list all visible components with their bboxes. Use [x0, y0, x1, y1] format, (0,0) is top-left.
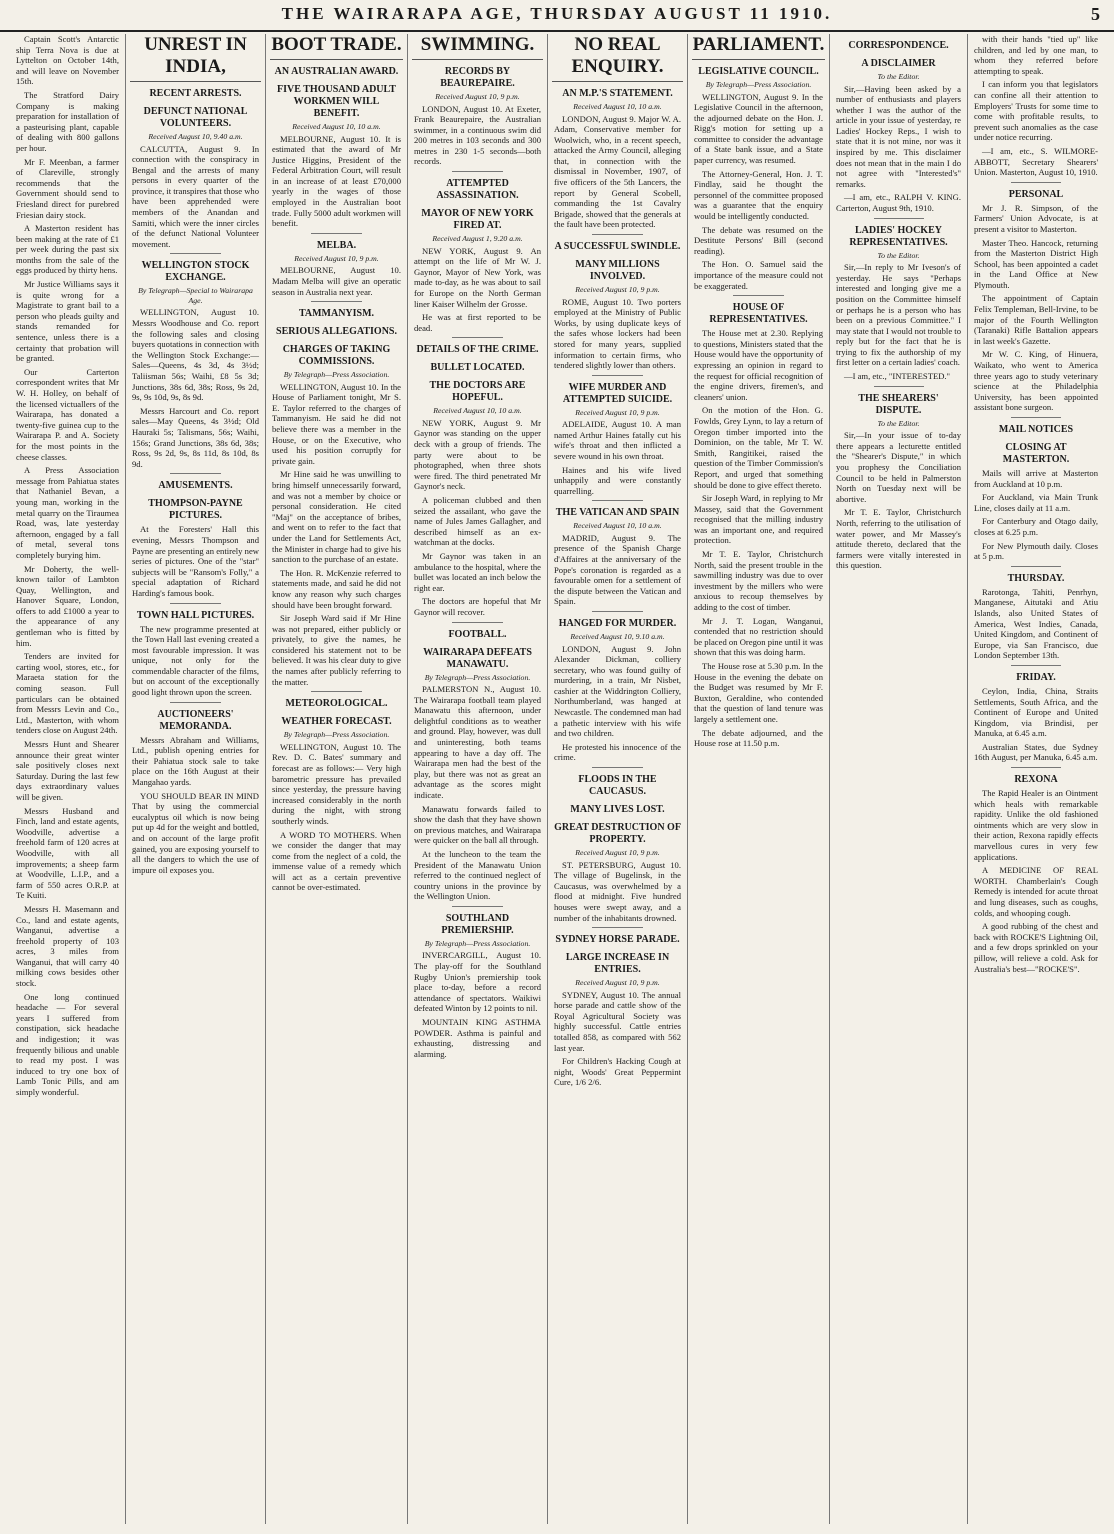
article — [272, 301, 401, 687]
article-paragraph: A good rubbing of the chest and back with ROCKE'S Lightning Oil, and a few drops sprinkled on your pillow, will relieve a cold. Ask for Australia's best—"ROCKE'S". — [974, 921, 1098, 974]
article — [414, 906, 541, 1059]
article-paragraph: LONDON, August 9. John Alexander Dickman, colliery secretary, who was found guilty of murdering, in a train, Mr Nisbet, cashier at the Widdrington Colliery, Northumberland, was hanged at Newcastle. The condemned man had a pathetic interview with his wife and two children. — [554, 643, 681, 739]
column-4 — [408, 34, 548, 1524]
article-subheading: BULLET LOCATED. — [430, 362, 525, 374]
article — [554, 611, 681, 763]
article-paragraph: Mr Doherty, the well-known tailor of Lambton Quay, Wellington, and Hanover Square, London, offers to add £1000 a year to the appearance of any gentleman who is fitted by him. — [16, 563, 119, 648]
article — [132, 473, 259, 598]
article — [554, 767, 681, 923]
article-subheading: TAMMANYISM. — [298, 308, 375, 320]
article-divider — [874, 218, 924, 219]
article-subheading: THE DOCTORS ARE HOPEFUL. — [429, 380, 526, 404]
article-subheading: PERSONAL — [1008, 188, 1064, 200]
newspaper-columns — [10, 34, 1104, 1524]
article-subheading: DETAILS OF THE CRIME. — [416, 344, 539, 356]
article-paragraph: A MEDICINE OF REAL WORTH. Chamberlain's Cough Remedy is intended for acute throat and lung diseases, such as coughs, colds, and whooping cough. — [974, 865, 1098, 918]
article-paragraph: A policeman clubbed and then seized the assailant, who gave the name of Jules James Gallagher, and described himself as an ex-watchman at the docks. — [414, 494, 541, 548]
article-paragraph: Mr T. E. Taylor, Christchurch North, said the present trouble in the sawmilling industry was due to over investment by the millers who were anxious to recoup themselves by adding to the cost of timber. — [694, 549, 823, 613]
article — [554, 88, 681, 230]
article-dateline: By Telegraph—Press Association. — [424, 938, 531, 948]
article-divider — [452, 337, 503, 338]
article-paragraph: A Masterton resident has been making at the rate of £1 per week during the past six months from the sale of the eggs produced by thirty hens. — [16, 223, 119, 276]
article-dateline: To the Editor. — [877, 72, 920, 81]
article-paragraph: The Hon. O. Samuel said the importance of the measure could not be exaggerated. — [694, 259, 823, 291]
article-dateline: Received August 10, 9 p.m. — [575, 978, 660, 988]
article — [554, 500, 681, 607]
article-paragraph: WELLINGTON, August 10. In the House of Parliament tonight, Mr S. E. Taylor referred to the charges of Tammanyism. He said he did not believe there was a member in the House, or on the Executive, who used his position corruptly for private gain. — [272, 381, 401, 466]
article-dateline: Received August 10, 9 p.m. — [575, 848, 660, 858]
article-divider — [1011, 566, 1061, 567]
article-paragraph: I can inform you that legislators can confine all their attention to Employers' Trusts for some time to come with profitable results, to prevent such anomalies as the case under notice recurring. — [974, 79, 1098, 143]
article-paragraph: The debate adjourned, and the House rose at 11.50 p.m. — [694, 727, 823, 749]
article-subheading: SERIOUS ALLEGATIONS. — [276, 326, 397, 338]
article — [554, 234, 681, 371]
article-subheading: SOUTHLAND PREMIERSHIP. — [441, 912, 514, 936]
article-paragraph: For New Plymouth daily. Closes at 5 p.m. — [974, 540, 1098, 562]
article — [974, 665, 1098, 763]
article-dateline: To the Editor. — [877, 418, 920, 428]
article-dateline: Received August 10, 10 a.m. — [292, 122, 381, 131]
article-paragraph: ROME, August 10. Two porters employed at the Ministry of Public Works, by using duplicate keys of the safes whose lockers had been stored for many years, supplied information to certain firms, who tendered slightly lower than others. — [554, 296, 681, 371]
article-paragraph: MELBOURNE, August 10. It is estimated that the award of Mr Justice Higgins, President of the Federal Arbitration Court, will result in an increase of at least £70,000 yearly in the wages of those employed in the Australian boot trade. Fully 5000 adult workmen will benefit. — [272, 133, 401, 229]
article-dateline: By Telegraph—Press Association. — [705, 80, 812, 89]
article-paragraph: WELLINGTON, August 9. In the Legislative Council in the afternoon, the adjourned debate on the Hon. J. Rigg's motion for setting up a committee to consider the advantage of a State bank issue, and a State paper currency, was resumed. — [694, 91, 823, 166]
article-paragraph: For Auckland, via Main Trunk Line, closes daily at 11 a.m. — [974, 492, 1098, 513]
article-subheading: GREAT DESTRUCTION OF PROPERTY. — [554, 822, 681, 846]
article-paragraph: SYDNEY, August 10. The annual horse parade and cattle show of the Royal Agricultural Society was highly successful. Cattle entries totalled 858, as compared with 562 last year. — [554, 989, 681, 1053]
article-subheading: MAYOR OF NEW YORK FIRED AT. — [421, 208, 534, 232]
article-paragraph: One long continued headache — For several years I suffered from constipation, sick headache and indigestion; it was frequently bilious and unable to read my post. I was induced to try one box of Lamb Tonic Pills, and am simply wonderful. — [16, 991, 119, 1097]
article-paragraph: Sir Joseph Ward, in replying to Mr Massey, said that the Government recognised that the milling industry was an important one, and required protection. — [694, 493, 823, 546]
article-paragraph: MADRID, August 9. The presence of the Spanish Charge d'Affaires at the anniversary of the Pope's coronation is regarded as a favourable omen for a settlement of the dispute between the Vatican and Spain. — [554, 532, 681, 607]
article — [414, 171, 541, 333]
article-subheading: METEOROLOGICAL. — [285, 698, 388, 710]
article — [414, 337, 541, 617]
article-subheading: TOWN HALL PICTURES. — [136, 609, 255, 621]
page-number: 5 — [1091, 4, 1100, 24]
article-divider — [592, 500, 643, 501]
article-paragraph: Rarotonga, Tahiti, Penrhyn, Manganese, Aitutaki and Atiu Islands, also United States of America, West Indies, Canada, United Kingdom, and Continent of Europe, via San Francisco, due London September 13th. — [974, 586, 1098, 661]
article-paragraph: NEW YORK, August 9. An attempt on the life of Mr W. J. Gaynor, Mayor of New York, was made to-day, as he was about to sail for Europe on the North German liner Kaiser Wilhelm der Grosse. — [414, 245, 541, 309]
article — [414, 622, 541, 902]
article-paragraph: Sir,—In reply to Mr Iveson's of yesterday. He says "Perhaps interested and longing give me a position on the Committee himself or perhaps he is a person who has been on a previous Committee." I may state that I would not trouble to reply but for the fact that he is trying to fix the authorship of my first letter on a certain ladies' coach. — [836, 262, 961, 368]
article-subheading: MANY MILLIONS INVOLVED. — [575, 259, 660, 283]
article-dateline: Received August 10, 9 p.m. — [575, 407, 660, 417]
article-paragraph: NEW YORK, August 9. Mr Gaynor was standing on the upper deck with a group of friends. The party were about to be photographed, when three shots were fired. The third penetrated Mr Gaynor's neck. — [414, 417, 541, 492]
article-paragraph: Manawatu forwards failed to show the dash that they have shown on previous matches, and Wairarapa were quicker on the ball all through. — [414, 803, 541, 846]
column-5 — [548, 34, 688, 1524]
article-paragraph: Australian States, due Sydney 16th August, per Manuka, 6.45 a.m. — [974, 741, 1098, 763]
article-paragraph: The House rose at 5.30 p.m. In the House in the evening the debate on the Budget was resumed by Mr F. Buxton, Geraldine, who contended that the question of land tenure was largely a settlement one. — [694, 661, 823, 724]
column-headline: BOOT TRADE. — [270, 34, 403, 60]
article-divider — [452, 622, 503, 623]
column-2 — [126, 34, 266, 1524]
article-subheading: MAIL NOTICES — [998, 424, 1074, 435]
article-paragraph: Messrs Husband and Finch, land and estate agents, Woodville, advertise a freehold farm of 120 acres at Woodville, with all improvements; a sheep farm at Woodville, L.I.P., and a farm of 550 acres O.R.P. at Te Kuiti. — [16, 805, 119, 901]
article-paragraph: Mr W. C. King, of Hinuera, Waikato, who went to America three years ago to study veterinary science at the Philadelphia University, has been appointed assistant bone surgeon. — [974, 349, 1098, 413]
article — [836, 218, 961, 382]
article — [132, 702, 259, 876]
article-subheading: MANY LIVES LOST. — [570, 804, 665, 816]
article-dateline: By Telegraph—Press Association. — [424, 672, 531, 682]
article-subheading: A DISCLAIMER — [861, 58, 936, 69]
article-paragraph: Our Carterton correspondent writes that Mr W. H. Holley, on behalf of the licensed victuallers of the Wairarapa, has donated a twenty-five guinea cup to the Wairarapa P. and A. Society for the most points in the cheese classes. — [16, 366, 119, 462]
article — [554, 375, 681, 497]
article-subheading: RECORDS BY BEAUREPAIRE. — [440, 66, 515, 89]
article-paragraph: LONDON, August 10. At Exeter, Frank Beaurepaire, the Australian swimmer, in a continuous swim did 200 metres in 103 seconds and 300 metres in 230 1-5 seconds—both records. — [414, 103, 541, 167]
article-subheading: WIFE MURDER AND ATTEMPTED SUICIDE. — [562, 381, 673, 405]
article-divider — [1011, 665, 1061, 666]
article-subheading: THE VATICAN AND SPAIN — [555, 507, 680, 519]
article-paragraph: The appointment of Captain Felix Templeman, Bell-Irvine, to be major of the Fourth Wellington (Taranaki) Rifle Battalion appears in last week's Gazette. — [974, 293, 1098, 346]
article — [414, 66, 541, 167]
article — [16, 34, 119, 1098]
article-subheading: LADIES' HOCKEY REPRESENTATIVES. — [849, 224, 948, 248]
article-paragraph: The Attorney-General, Hon. J. T. Findlay, said he thought the personnel of the committee proposed was a guarantee that the enquiry would be intelligently conducted. — [694, 168, 823, 222]
column-7 — [830, 34, 968, 1524]
article — [272, 66, 401, 229]
article-paragraph: Mr J. R. Simpson, of the Farmers' Union Advocate, is at present a visitor to Masterton. — [974, 202, 1098, 234]
article-dateline: By Telegraph—Press Association. — [283, 730, 390, 740]
article-paragraph: with their hands "tied up" like children, and led by one man, to whom they referred before attempting to speak. — [974, 34, 1098, 76]
article-paragraph: MELBOURNE, August 10. Madam Melba will give an operatic season in Australia next year. — [272, 265, 401, 297]
article-paragraph: ADELAIDE, August 10. A man named Arthur Haines fatally cut his wife's throat and then inflicted a severe wound in his own throat. — [554, 419, 681, 461]
article-paragraph: The Hon. R. McKenzie referred to statements made, and said he did not know any reason why such charges should have been brought forward. — [272, 567, 401, 610]
article-paragraph: Mr T. E. Taylor, Christchurch North, referring to the utilisation of water power, and Mr Massey's attitude thereto, declared that the farmers were vitally interested in this question. — [836, 507, 961, 571]
article-paragraph: Mr Hine said he was unwilling to bring himself unnecessarily forward, and was not a member by choice or personal consideration. He cited "Maj" on the acceptance of bribes, and went on to refer to the fact that under the Land for Settlements Act, the Minister in charge had to give his sanction to the purchase of an estate. — [272, 469, 401, 565]
article-paragraph: On the motion of the Hon. G. Fowlds, Grey Lynn, to lay a return of Oregon timber imported into the Dominion, on the table, Mr T. W. Smith, Rangitikei, raised the question of the Timber Commission's Report, and urged that something should be done to give effect thereto. — [694, 405, 823, 490]
article-divider — [311, 301, 363, 302]
article-paragraph: The House met at 2.30. Replying to questions, Ministers stated that the House would have the opportunity of expressing an opinion in regard to the request for official recognition of the engine drivers, firemen's, and cleaners' union. — [694, 328, 823, 402]
article-paragraph: Mr F. Meenban, a farmer of Clareville, strongly recommends that the Government should send to Friesland direct for purebred Friesian dairy stock. — [16, 156, 119, 220]
article-paragraph: Sir,—Having been asked by a number of enthusiasts and players whether I was the author of the article in your issue of yesterday, re Ladies' Hockey Reps., I wish to state that it is not mine, nor was it inspired by me. This disclaimer does not mean that in the main I do not agree with "Interested's" remarks. — [836, 83, 961, 189]
article-subheading: HANGED FOR MURDER. — [558, 618, 677, 629]
article-paragraph: Tenders are invited for carting wool, stores, etc., for Maraeta station for the coming season. Full particulars can be obtained from Messrs Levin and Co., Ltd., Masterton, with whom tenders close on August 24th. — [16, 651, 119, 736]
article-subheading: FRIDAY. — [1016, 671, 1056, 683]
article — [836, 40, 961, 214]
article-subheading: THE SHEARERS' DISPUTE. — [858, 392, 939, 416]
article — [974, 182, 1098, 413]
article-subheading: LARGE INCREASE IN ENTRIES. — [565, 952, 670, 976]
article-paragraph: For Canterbury and Otago daily, closes at 6.25 p.m. — [974, 516, 1098, 537]
article-subheading: AMUSEMENTS. — [158, 480, 233, 492]
article-paragraph: At the Foresters' Hall this evening, Messrs Thompson and Payne are presenting an entirely new series of pictures. One of the "star" subjects will be "Ransom's Folly," a special adaptation of Richard Harding's famous book. — [132, 524, 259, 598]
article-paragraph: At the luncheon to the team the President of the Manawatu Union referred to the continued neglect of country unions in the province by the Wellington Union. — [414, 848, 541, 902]
article-paragraph: —I am, etc., RALPH V. KING. Carterton, August 9th, 1910. — [836, 192, 961, 214]
article-paragraph: Mr J. T. Logan, Wanganui, contended that no restriction should be placed on Oregon pine until it was shown that this was doing harm. — [694, 615, 823, 658]
article-divider — [1011, 417, 1061, 418]
article-subheading: ATTEMPTED ASSASSINATION. — [436, 178, 519, 202]
article-subheading: THOMPSON-PAYNE PICTURES. — [148, 498, 243, 522]
article-subheading: FLOODS IN THE CAUCASUS. — [578, 774, 657, 798]
article-subheading: CHARGES OF TAKING COMMISSIONS. — [282, 344, 391, 368]
article-subheading: AN AUSTRALIAN AWARD. — [274, 66, 399, 77]
article — [836, 386, 961, 571]
article-subheading: AUCTIONEERS' MEMORANDA. — [157, 708, 234, 732]
article-divider — [170, 473, 221, 474]
article-divider — [170, 253, 221, 254]
article — [132, 603, 259, 698]
article-paragraph: Messrs Hunt and Shearer announce their great winter sale positively closes next Saturday. During the last few days extraordinary values will be given. — [16, 739, 119, 802]
article-paragraph: The Stratford Dairy Company is making preparation for installation of a pasteurising plant, capable of dealing with 800 gallons per hour. — [16, 89, 119, 153]
article-paragraph: Messrs Abraham and Williams, Ltd., publish opening entries for their Pahiatua stock sale to take place on the 16th August at their Mangahao yards. — [132, 734, 259, 788]
article-subheading: AN M.P.'S STATEMENT. — [562, 88, 673, 99]
article-dateline: By Telegraph—Press Association. — [283, 370, 390, 380]
article-dateline: Received August 10, 9.40 a.m. — [148, 132, 243, 141]
article-divider — [452, 906, 503, 907]
article-subheading: WAIRARAPA DEFEATS MANAWATU. — [423, 646, 532, 670]
article-divider — [592, 767, 643, 768]
article-paragraph: —I am, etc., S. WILMORE-ABBOTT, Secretary Shearers' Union. Masterton, August 10, 1910. — [974, 145, 1098, 178]
article-subheading: WEATHER FORECAST. — [281, 716, 392, 728]
column-headline: NO REAL ENQUIRY. — [552, 34, 683, 82]
article-divider — [592, 927, 643, 928]
masthead — [0, 0, 1114, 32]
article-subheading: FOOTBALL. — [448, 628, 507, 640]
article-divider — [452, 171, 503, 172]
article-divider — [311, 233, 363, 234]
article-divider — [592, 375, 643, 376]
article-paragraph: LONDON, August 9. Major W. A. Adam, Conservative member for Woolwich, who, in a recent speech, attacked the Army Council, alleging that, in connection with the dismissal in November, 1907, of five officers of the 5th Lancers, the report by General Scobell, commanding the 1st Cavalry Brigade, showed that the generals at the fault have been protected. — [554, 113, 681, 230]
article-divider — [1011, 182, 1061, 183]
article-paragraph: A WORD TO MOTHERS. When we consider the danger that may come from the neglect of a cold, the immense value of a remedy which will act as a certain preventive cannot be over-estimated. — [272, 829, 401, 893]
article — [272, 233, 401, 297]
article-dateline: Received August 10, 9 p.m. — [575, 285, 660, 295]
article — [974, 417, 1098, 562]
article-divider — [311, 691, 363, 692]
article-paragraph: For Children's Hacking Cough at night, Woods' Great Peppermint Cure, 1/6 2/6. — [554, 1056, 681, 1088]
article-subheading: RECENT ARRESTS. — [149, 88, 242, 99]
article-subheading: HOUSE OF REPRESENTATIVES. — [709, 302, 808, 326]
article-dateline: Received August 10, 10 a.m. — [573, 102, 662, 111]
article-paragraph: Mails will arrive at Masterton from Auckland at 10 p.m. — [974, 468, 1098, 489]
article-divider — [592, 234, 643, 235]
article-paragraph: He protested his innocence of the crime. — [554, 741, 681, 763]
article-paragraph: He was at first reported to be dead. — [414, 312, 541, 333]
column-headline: UNREST IN INDIA, — [130, 34, 261, 82]
column-8 — [968, 34, 1104, 1524]
article-paragraph: The new programme presented at the Town Hall last evening created a most favourable impression. It was unique, not only for the commendable character of the films, but on account of the exceptionally good light thrown upon the screen. — [132, 623, 259, 698]
article-divider — [592, 611, 643, 612]
article-paragraph: —I am, etc., "INTERESTED." — [844, 371, 951, 382]
article-dateline: Received August 10, 9.10 a.m. — [570, 632, 665, 641]
article-divider — [874, 386, 924, 387]
article-subheading: SYDNEY HORSE PARADE. — [555, 934, 680, 946]
article-dateline: Received August 10, 10 a.m. — [573, 521, 662, 531]
column-1 — [10, 34, 126, 1524]
column-3 — [266, 34, 408, 1524]
article-paragraph: WELLINGTON, August 10. The Rev. D. C. Bates' summary and forecast are as follows:— Very high barometric pressure has prevailed since yesterday, the pressure having increased considerably in the north during the night, with strong southerly winds. — [272, 741, 401, 826]
article-paragraph: Captain Scott's Antarctic ship Terra Nova is due at Lyttelton on October 14th, and will leave on November 15th. — [16, 34, 119, 87]
article-paragraph: Sir,—In your issue of to-day there appears a lecturette entitled the "Shearer's Dispute," in which you prophesy the Conciliation Council to be held in Palmerston North on Tuesday next will be abortive. — [836, 430, 961, 504]
article — [974, 767, 1098, 974]
article — [132, 88, 259, 249]
article — [974, 34, 1098, 178]
article-paragraph: PALMERSTON N., August 10. The Wairarapa football team played Manawatu this afternoon, under delightful conditions as to weather and ground. Play, however, was dull and uninteresting, both teams appearing to have a day off. The Wairarapa men had the best of the play, but there was not as great an advantage as the scores might indicate. — [414, 684, 541, 800]
article-dateline: Received August 10, 9 p.m. — [435, 92, 520, 101]
article-dateline: Received August 10, 10 a.m. — [433, 406, 522, 416]
column-6 — [688, 34, 830, 1524]
article — [694, 295, 823, 749]
article — [132, 253, 259, 469]
article-paragraph: Messrs H. Masemann and Co., land and estate agents, Wanganui, advertise a freehold property of 103 acres, 3 miles from Wanganui, that will carry 40 milking cows besides other stock. — [16, 903, 119, 989]
article-paragraph: Mr Justice Williams says it is quite wrong for a Magistrate to grant bail to a person who pleads guilty and stands remanded for sentence, unless there is a certainty that probation will be granted. — [16, 279, 119, 364]
article-subheading: THURSDAY. — [1007, 572, 1065, 584]
article-subheading: CLOSING AT MASTERTON. — [1002, 442, 1070, 465]
article-paragraph: A Press Association message from Pahiatua states that Nathaniel Bevan, a young man, working in the metal quarry on the Tiraumea Road, was, late yesterday afternoon, engaged by a fall of metal, several tons completely burying him. — [16, 465, 119, 560]
article-subheading: MELBA. — [316, 239, 357, 251]
column-headline: PARLIAMENT. — [692, 34, 825, 60]
article-subheading: REXONA — [1014, 774, 1058, 786]
article-subheading: CORRESPONDENCE. — [848, 40, 949, 51]
article — [554, 927, 681, 1088]
article-paragraph: The debate was resumed on the Destitute Persons' Bill (second reading). — [694, 224, 823, 256]
column-headline: SWIMMING. — [412, 34, 543, 60]
article — [694, 66, 823, 291]
article-paragraph: Messrs Harcourt and Co. report sales—May Queens, 4s 3½d; Old Hauraki 5s; Talismans, 56s; Waihi, 156s; Grand Junctions, 38s 6d, 38s; Ross, 9s 2d, 9s, 8s 11d, 8s 10d, 8s 9d. — [132, 405, 259, 469]
article-divider — [1011, 767, 1061, 768]
article-paragraph: Mr Gaynor was taken in an ambulance to the hospital, where the bullet was located an inch below the right ear. — [414, 550, 541, 593]
article-paragraph: Master Theo. Hancock, returning from the Masterton District High School, has been appointed a cadet in the Land Office at New Plymouth. — [974, 237, 1098, 290]
article-divider — [733, 295, 785, 296]
article-divider — [170, 603, 221, 604]
article — [272, 691, 401, 893]
article-divider — [170, 702, 221, 703]
article-subheading: A SUCCESSFUL SWINDLE. — [554, 241, 681, 253]
article-paragraph: The doctors are hopeful that Mr Gaynor will recover. — [414, 596, 541, 617]
article-dateline: Received August 1, 9.20 a.m. — [432, 234, 523, 244]
article-paragraph: CALCUTTA, August 9. In connection with the conspiracy in Bengal and the arrests of many persons in every quarter of the province, it transpires that those who have been apprehended were members of the Anandan and Samiti, which were the inner circles of the defunct National Volunteer movement. — [132, 143, 259, 249]
article-paragraph: MOUNTAIN KING ASTHMA POWDER. Asthma is painful and exhausting, distressing and alarming. — [414, 1016, 541, 1059]
article-subheading: DEFUNCT NATIONAL VOLUNTEERS. — [143, 106, 248, 129]
article-paragraph: INVERCARGILL, August 10. The play-off for the Southland Rugby Union's premiership took place to-day, before a record attendance of spectators. Waikiwi defeated Winton by 12 points to nil. — [414, 950, 541, 1014]
article-subheading: LEGISLATIVE COUNCIL. — [698, 66, 819, 77]
article-paragraph: Haines and his wife lived unhappily and were constantly quarrelling. — [554, 464, 681, 496]
article-paragraph: ST. PETERSBURG, August 10. The village of Bugelinsk, in the Caucasus, was overwhelmed by a flood at midnight. Five hundred houses were swept away, and a number of the inhabitants drowned. — [554, 859, 681, 923]
article-paragraph: The Rapid Healer is an Ointment which heals with remarkable rapidity. Unlike the old fashioned ointments which are very slow in their action, Rexona rapidly effects marvellous cures in very few applications. — [974, 788, 1098, 862]
article — [974, 566, 1098, 661]
article-paragraph: YOU SHOULD BEAR IN MIND That by using the commercial eucalyptus oil which is now being put up 4d for the weight and bottled, and on account of the large profit gained, you are exposing yourself to all the dangers to which the use of impure oil exposes you. — [132, 790, 259, 875]
article-paragraph: WELLINGTON, August 10. Messrs Woodhouse and Co. report the following sales and closing buyers quotations in connection with the Wellington Stock Exchange:— Sales—Queens, 4s 3d, 4s 3½d; Taliisman 56s; Waihi, £8 5s 3d; Junctions, 38s 6d, 38s; Ross, 9s 2d, 9s, 9s 10d, 9s, 8s 9d. — [132, 307, 259, 403]
article-subheading: WELLINGTON STOCK EXCHANGE. — [141, 260, 250, 284]
article-dateline: To the Editor. — [877, 250, 920, 260]
newspaper-title: THE WAIRARAPA AGE, THURSDAY AUGUST 11 1910. — [281, 4, 833, 23]
article-subheading: FIVE THOUSAND ADULT WORKMEN WILL BENEFIT. — [277, 84, 396, 119]
article-dateline: By Telegraph—Special to Wairarapa Age. — [138, 286, 253, 305]
article-dateline: Received August 10, 9 p.m. — [294, 253, 379, 263]
article-paragraph: Ceylon, India, China, Straits Settlements, South Africa, and the Continent of Europe and United Kingdom, via Brindisi, per Manuka, at 6.45 a.m. — [974, 685, 1098, 739]
article-paragraph: Sir Joseph Ward said if Mr Hine was not prepared, either publicly or privately, to give the names, he considered his statement not to be believed. It was his clear duty to give the names after publicly referring to the matter. — [272, 613, 401, 687]
